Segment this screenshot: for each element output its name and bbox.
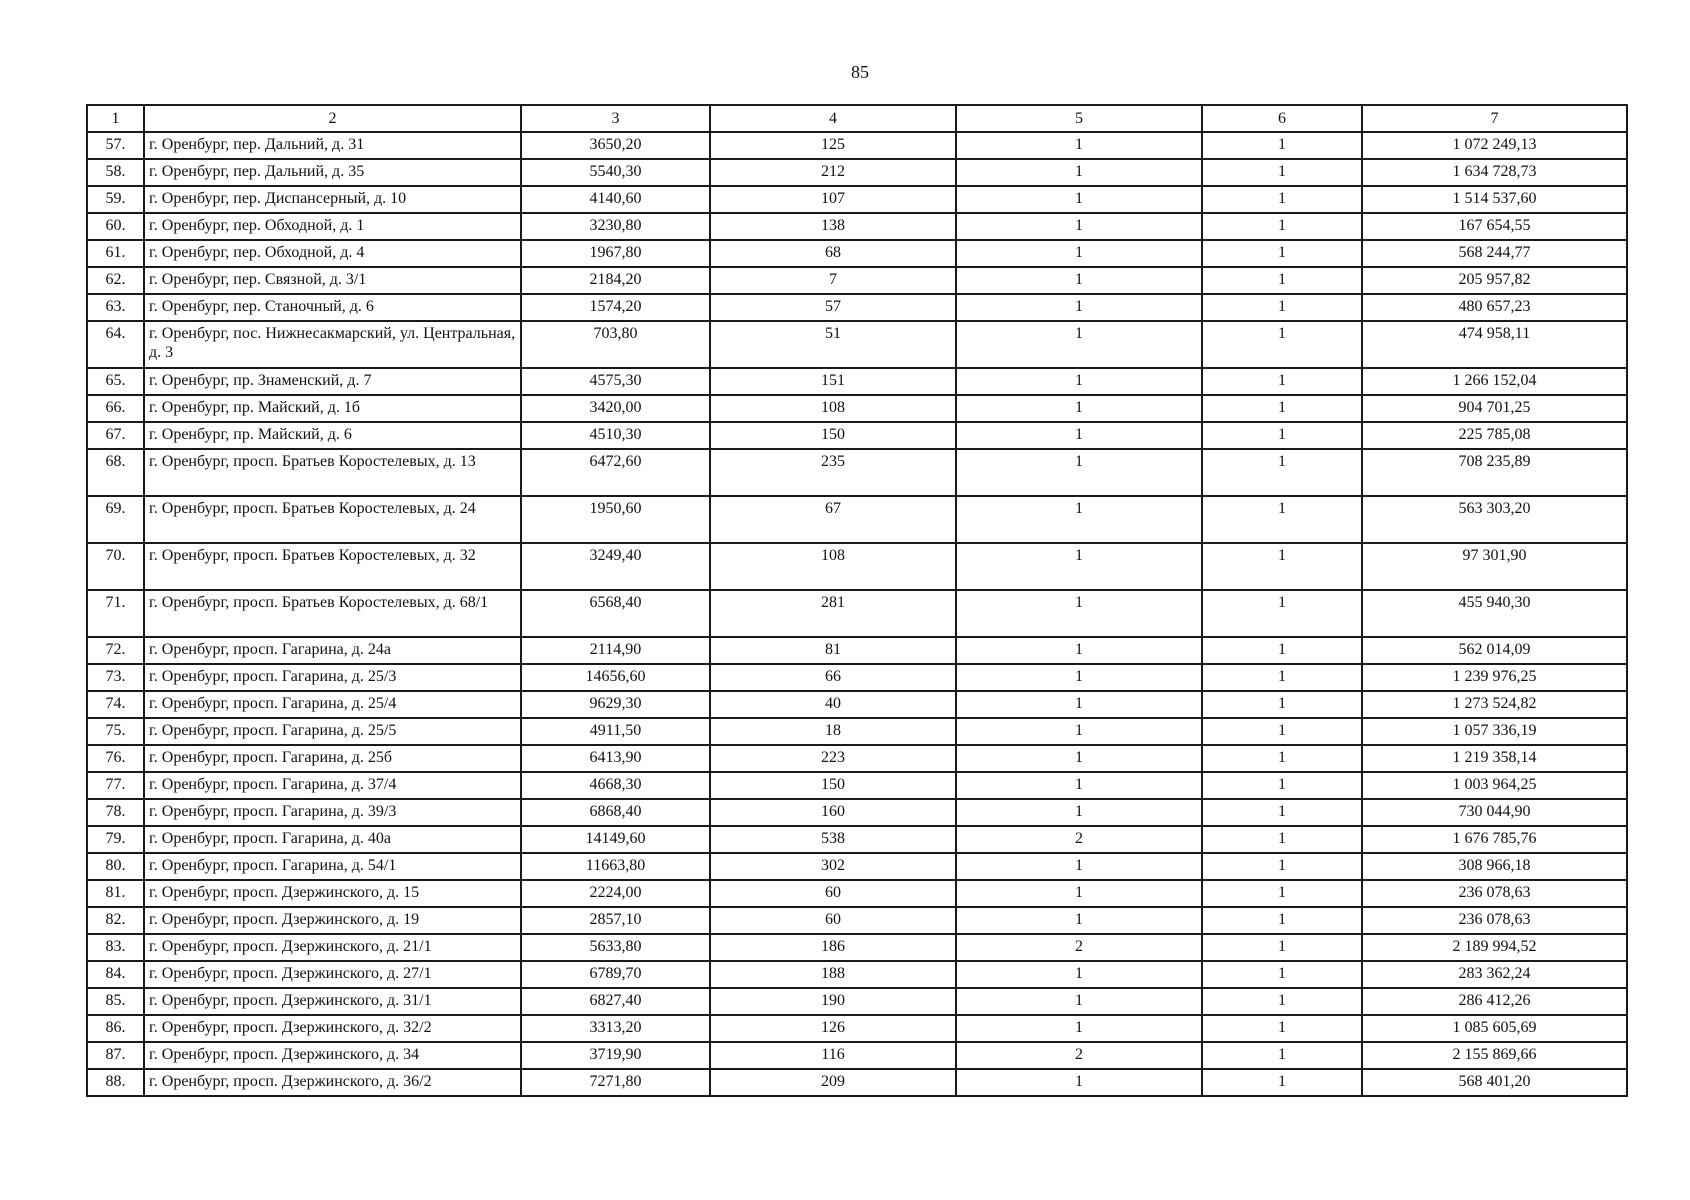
cost-cell: 1 003 964,25	[1362, 772, 1627, 799]
row-number: 82.	[87, 907, 144, 934]
cost-cell: 167 654,55	[1362, 213, 1627, 240]
count-cell: 1	[956, 988, 1202, 1015]
area-cell: 4140,60	[521, 186, 710, 213]
col-header-3: 3	[521, 105, 710, 132]
units-cell: 1	[1202, 772, 1362, 799]
units-cell: 1	[1202, 294, 1362, 321]
count-cell: 1	[956, 395, 1202, 422]
address-cell: г. Оренбург, пер. Станочный, д. 6	[144, 294, 521, 321]
table-row	[87, 321, 1627, 368]
residents-cell: 66	[710, 664, 956, 691]
row-number: 63.	[87, 294, 144, 321]
units-cell: 1	[1202, 799, 1362, 826]
area-cell: 14149,60	[521, 826, 710, 853]
count-cell: 1	[956, 543, 1202, 590]
units-cell: 1	[1202, 664, 1362, 691]
units-cell: 1	[1202, 590, 1362, 637]
units-cell: 1	[1202, 186, 1362, 213]
residents-cell: 188	[710, 961, 956, 988]
address-cell: г. Оренбург, просп. Гагарина, д. 25/3	[144, 664, 521, 691]
count-cell: 1	[956, 294, 1202, 321]
col-header-5: 5	[956, 105, 1202, 132]
table-row	[87, 853, 1627, 880]
cost-cell: 2 189 994,52	[1362, 934, 1627, 961]
header-row	[87, 105, 1627, 132]
table-row	[87, 1042, 1627, 1069]
table-row	[87, 449, 1627, 496]
table-row	[87, 1069, 1627, 1096]
count-cell: 1	[956, 132, 1202, 159]
cost-cell: 730 044,90	[1362, 799, 1627, 826]
count-cell: 1	[956, 496, 1202, 543]
cost-cell: 904 701,25	[1362, 395, 1627, 422]
row-number: 66.	[87, 395, 144, 422]
cost-cell: 568 401,20	[1362, 1069, 1627, 1096]
area-cell: 4510,30	[521, 422, 710, 449]
table-row	[87, 496, 1627, 543]
area-cell: 5633,80	[521, 934, 710, 961]
residents-cell: 223	[710, 745, 956, 772]
residents-cell: 235	[710, 449, 956, 496]
address-cell: г. Оренбург, пр. Майский, д. 1б	[144, 395, 521, 422]
row-number: 81.	[87, 880, 144, 907]
count-cell: 1	[956, 637, 1202, 664]
units-cell: 1	[1202, 449, 1362, 496]
cost-cell: 1 514 537,60	[1362, 186, 1627, 213]
area-cell: 6868,40	[521, 799, 710, 826]
area-cell: 11663,80	[521, 853, 710, 880]
area-cell: 4668,30	[521, 772, 710, 799]
cost-cell: 286 412,26	[1362, 988, 1627, 1015]
residents-cell: 60	[710, 880, 956, 907]
table-row	[87, 772, 1627, 799]
cost-cell: 480 657,23	[1362, 294, 1627, 321]
area-cell: 2114,90	[521, 637, 710, 664]
residents-cell: 302	[710, 853, 956, 880]
residents-cell: 57	[710, 294, 956, 321]
row-number: 68.	[87, 449, 144, 496]
address-cell: г. Оренбург, пер. Обходной, д. 4	[144, 240, 521, 267]
row-number: 79.	[87, 826, 144, 853]
address-cell: г. Оренбург, просп. Гагарина, д. 54/1	[144, 853, 521, 880]
col-header-4: 4	[710, 105, 956, 132]
units-cell: 1	[1202, 321, 1362, 368]
address-cell: г. Оренбург, просп. Дзержинского, д. 31/1	[144, 988, 521, 1015]
cost-cell: 474 958,11	[1362, 321, 1627, 368]
address-cell: г. Оренбург, просп. Гагарина, д. 25/4	[144, 691, 521, 718]
area-cell: 6827,40	[521, 988, 710, 1015]
cost-cell: 1 634 728,73	[1362, 159, 1627, 186]
col-header-1: 1	[87, 105, 144, 132]
address-cell: г. Оренбург, пер. Диспансерный, д. 10	[144, 186, 521, 213]
units-cell: 1	[1202, 496, 1362, 543]
units-cell: 1	[1202, 159, 1362, 186]
table-row	[87, 637, 1627, 664]
units-cell: 1	[1202, 132, 1362, 159]
table-row	[87, 745, 1627, 772]
residents-cell: 125	[710, 132, 956, 159]
residents-cell: 18	[710, 718, 956, 745]
address-cell: г. Оренбург, просп. Гагарина, д. 24а	[144, 637, 521, 664]
col-header-7: 7	[1362, 105, 1627, 132]
row-number: 88.	[87, 1069, 144, 1096]
table-row	[87, 186, 1627, 213]
table-row	[87, 213, 1627, 240]
table-row	[87, 1015, 1627, 1042]
col-header-6: 6	[1202, 105, 1362, 132]
address-cell: г. Оренбург, просп. Дзержинского, д. 15	[144, 880, 521, 907]
count-cell: 1	[956, 321, 1202, 368]
count-cell: 1	[956, 745, 1202, 772]
cost-cell: 1 085 605,69	[1362, 1015, 1627, 1042]
area-cell: 2224,00	[521, 880, 710, 907]
table-row	[87, 267, 1627, 294]
row-number: 83.	[87, 934, 144, 961]
address-cell: г. Оренбург, просп. Гагарина, д. 39/3	[144, 799, 521, 826]
row-number: 85.	[87, 988, 144, 1015]
residents-cell: 538	[710, 826, 956, 853]
count-cell: 1	[956, 590, 1202, 637]
table-row	[87, 543, 1627, 590]
address-cell: г. Оренбург, просп. Дзержинского, д. 32/2	[144, 1015, 521, 1042]
count-cell: 1	[956, 240, 1202, 267]
area-cell: 14656,60	[521, 664, 710, 691]
area-cell: 703,80	[521, 321, 710, 368]
residents-cell: 51	[710, 321, 956, 368]
address-cell: г. Оренбург, просп. Дзержинского, д. 21/1	[144, 934, 521, 961]
count-cell: 2	[956, 1042, 1202, 1069]
cost-cell: 1 266 152,04	[1362, 368, 1627, 395]
row-number: 62.	[87, 267, 144, 294]
table-row	[87, 368, 1627, 395]
row-number: 67.	[87, 422, 144, 449]
count-cell: 1	[956, 691, 1202, 718]
cost-cell: 563 303,20	[1362, 496, 1627, 543]
row-number: 73.	[87, 664, 144, 691]
cost-cell: 205 957,82	[1362, 267, 1627, 294]
cost-cell: 1 057 336,19	[1362, 718, 1627, 745]
table-row	[87, 907, 1627, 934]
residents-cell: 116	[710, 1042, 956, 1069]
units-cell: 1	[1202, 1015, 1362, 1042]
units-cell: 1	[1202, 988, 1362, 1015]
cost-cell: 236 078,63	[1362, 907, 1627, 934]
table-row	[87, 826, 1627, 853]
area-cell: 6568,40	[521, 590, 710, 637]
units-cell: 1	[1202, 961, 1362, 988]
area-cell: 4575,30	[521, 368, 710, 395]
area-cell: 3719,90	[521, 1042, 710, 1069]
count-cell: 1	[956, 718, 1202, 745]
count-cell: 1	[956, 907, 1202, 934]
residents-cell: 160	[710, 799, 956, 826]
table-row	[87, 934, 1627, 961]
residents-cell: 190	[710, 988, 956, 1015]
area-cell: 2857,10	[521, 907, 710, 934]
table-row	[87, 240, 1627, 267]
count-cell: 2	[956, 934, 1202, 961]
cost-cell: 236 078,63	[1362, 880, 1627, 907]
area-cell: 1574,20	[521, 294, 710, 321]
residents-cell: 126	[710, 1015, 956, 1042]
row-number: 84.	[87, 961, 144, 988]
residents-cell: 138	[710, 213, 956, 240]
address-cell: г. Оренбург, просп. Дзержинского, д. 27/1	[144, 961, 521, 988]
units-cell: 1	[1202, 691, 1362, 718]
count-cell: 1	[956, 267, 1202, 294]
residents-cell: 67	[710, 496, 956, 543]
address-cell: г. Оренбург, пер. Дальний, д. 31	[144, 132, 521, 159]
row-number: 71.	[87, 590, 144, 637]
table-row	[87, 422, 1627, 449]
cost-cell: 97 301,90	[1362, 543, 1627, 590]
row-number: 58.	[87, 159, 144, 186]
address-cell: г. Оренбург, просп. Братьев Коростелевых, д. 24	[144, 496, 521, 543]
units-cell: 1	[1202, 1069, 1362, 1096]
cost-cell: 568 244,77	[1362, 240, 1627, 267]
table-row	[87, 691, 1627, 718]
area-cell: 3650,20	[521, 132, 710, 159]
count-cell: 1	[956, 772, 1202, 799]
units-cell: 1	[1202, 543, 1362, 590]
table-body	[87, 132, 1627, 1096]
cost-cell: 1 676 785,76	[1362, 826, 1627, 853]
residents-cell: 150	[710, 422, 956, 449]
address-cell: г. Оренбург, пр. Майский, д. 6	[144, 422, 521, 449]
address-cell: г. Оренбург, просп. Дзержинского, д. 36/2	[144, 1069, 521, 1096]
area-cell: 3313,20	[521, 1015, 710, 1042]
cost-cell: 1 219 358,14	[1362, 745, 1627, 772]
row-number: 59.	[87, 186, 144, 213]
address-cell: г. Оренбург, просп. Гагарина, д. 40а	[144, 826, 521, 853]
units-cell: 1	[1202, 907, 1362, 934]
residents-cell: 7	[710, 267, 956, 294]
units-cell: 1	[1202, 267, 1362, 294]
address-cell: г. Оренбург, просп. Гагарина, д. 25/5	[144, 718, 521, 745]
row-number: 72.	[87, 637, 144, 664]
table-row	[87, 961, 1627, 988]
address-cell: г. Оренбург, пер. Дальний, д. 35	[144, 159, 521, 186]
row-number: 80.	[87, 853, 144, 880]
units-cell: 1	[1202, 213, 1362, 240]
address-cell: г. Оренбург, просп. Братьев Коростелевых, д. 32	[144, 543, 521, 590]
table-row	[87, 718, 1627, 745]
row-number: 76.	[87, 745, 144, 772]
address-cell: г. Оренбург, пер. Обходной, д. 1	[144, 213, 521, 240]
table-row	[87, 799, 1627, 826]
count-cell: 2	[956, 826, 1202, 853]
cost-cell: 562 014,09	[1362, 637, 1627, 664]
area-cell: 1950,60	[521, 496, 710, 543]
units-cell: 1	[1202, 637, 1362, 664]
residents-cell: 212	[710, 159, 956, 186]
area-cell: 1967,80	[521, 240, 710, 267]
address-cell: г. Оренбург, просп. Дзержинского, д. 34	[144, 1042, 521, 1069]
area-cell: 3230,80	[521, 213, 710, 240]
residents-cell: 81	[710, 637, 956, 664]
residents-cell: 150	[710, 772, 956, 799]
row-number: 75.	[87, 718, 144, 745]
housing-table	[86, 104, 1628, 1097]
count-cell: 1	[956, 422, 1202, 449]
units-cell: 1	[1202, 880, 1362, 907]
col-header-2: 2	[144, 105, 521, 132]
count-cell: 1	[956, 213, 1202, 240]
count-cell: 1	[956, 186, 1202, 213]
count-cell: 1	[956, 449, 1202, 496]
count-cell: 1	[956, 853, 1202, 880]
residents-cell: 209	[710, 1069, 956, 1096]
count-cell: 1	[956, 368, 1202, 395]
cost-cell: 1 072 249,13	[1362, 132, 1627, 159]
area-cell: 3249,40	[521, 543, 710, 590]
units-cell: 1	[1202, 368, 1362, 395]
residents-cell: 281	[710, 590, 956, 637]
area-cell: 6472,60	[521, 449, 710, 496]
cost-cell: 308 966,18	[1362, 853, 1627, 880]
units-cell: 1	[1202, 240, 1362, 267]
cost-cell: 283 362,24	[1362, 961, 1627, 988]
residents-cell: 107	[710, 186, 956, 213]
units-cell: 1	[1202, 826, 1362, 853]
address-cell: г. Оренбург, просп. Дзержинского, д. 19	[144, 907, 521, 934]
units-cell: 1	[1202, 934, 1362, 961]
table-row	[87, 880, 1627, 907]
address-cell: г. Оренбург, пос. Нижнесакмарский, ул. Центральная, д. 3	[144, 321, 521, 368]
address-cell: г. Оренбург, пр. Знаменский, д. 7	[144, 368, 521, 395]
cost-cell: 2 155 869,66	[1362, 1042, 1627, 1069]
units-cell: 1	[1202, 745, 1362, 772]
row-number: 61.	[87, 240, 144, 267]
table-row	[87, 395, 1627, 422]
units-cell: 1	[1202, 718, 1362, 745]
cost-cell: 1 239 976,25	[1362, 664, 1627, 691]
count-cell: 1	[956, 664, 1202, 691]
count-cell: 1	[956, 880, 1202, 907]
area-cell: 2184,20	[521, 267, 710, 294]
count-cell: 1	[956, 799, 1202, 826]
count-cell: 1	[956, 1069, 1202, 1096]
count-cell: 1	[956, 159, 1202, 186]
row-number: 57.	[87, 132, 144, 159]
residents-cell: 151	[710, 368, 956, 395]
units-cell: 1	[1202, 422, 1362, 449]
count-cell: 1	[956, 961, 1202, 988]
residents-cell: 60	[710, 907, 956, 934]
row-number: 69.	[87, 496, 144, 543]
table-row	[87, 294, 1627, 321]
cost-cell: 225 785,08	[1362, 422, 1627, 449]
address-cell: г. Оренбург, просп. Гагарина, д. 25б	[144, 745, 521, 772]
count-cell: 1	[956, 1015, 1202, 1042]
table-row	[87, 590, 1627, 637]
area-cell: 6789,70	[521, 961, 710, 988]
row-number: 64.	[87, 321, 144, 368]
table-row	[87, 664, 1627, 691]
units-cell: 1	[1202, 395, 1362, 422]
cost-cell: 1 273 524,82	[1362, 691, 1627, 718]
area-cell: 6413,90	[521, 745, 710, 772]
cost-cell: 708 235,89	[1362, 449, 1627, 496]
address-cell: г. Оренбург, просп. Гагарина, д. 37/4	[144, 772, 521, 799]
row-number: 87.	[87, 1042, 144, 1069]
page-number: 85	[851, 62, 869, 82]
row-number: 86.	[87, 1015, 144, 1042]
address-cell: г. Оренбург, пер. Связной, д. 3/1	[144, 267, 521, 294]
address-cell: г. Оренбург, просп. Братьев Коростелевых, д. 68/1	[144, 590, 521, 637]
units-cell: 1	[1202, 853, 1362, 880]
row-number: 65.	[87, 368, 144, 395]
area-cell: 5540,30	[521, 159, 710, 186]
residents-cell: 108	[710, 543, 956, 590]
row-number: 78.	[87, 799, 144, 826]
residents-cell: 40	[710, 691, 956, 718]
area-cell: 3420,00	[521, 395, 710, 422]
row-number: 60.	[87, 213, 144, 240]
table-row	[87, 988, 1627, 1015]
row-number: 70.	[87, 543, 144, 590]
table-row	[87, 132, 1627, 159]
area-cell: 9629,30	[521, 691, 710, 718]
area-cell: 7271,80	[521, 1069, 710, 1096]
address-cell: г. Оренбург, просп. Братьев Коростелевых, д. 13	[144, 449, 521, 496]
area-cell: 4911,50	[521, 718, 710, 745]
table-row	[87, 159, 1627, 186]
cost-cell: 455 940,30	[1362, 590, 1627, 637]
residents-cell: 108	[710, 395, 956, 422]
units-cell: 1	[1202, 1042, 1362, 1069]
row-number: 74.	[87, 691, 144, 718]
residents-cell: 68	[710, 240, 956, 267]
residents-cell: 186	[710, 934, 956, 961]
row-number: 77.	[87, 772, 144, 799]
